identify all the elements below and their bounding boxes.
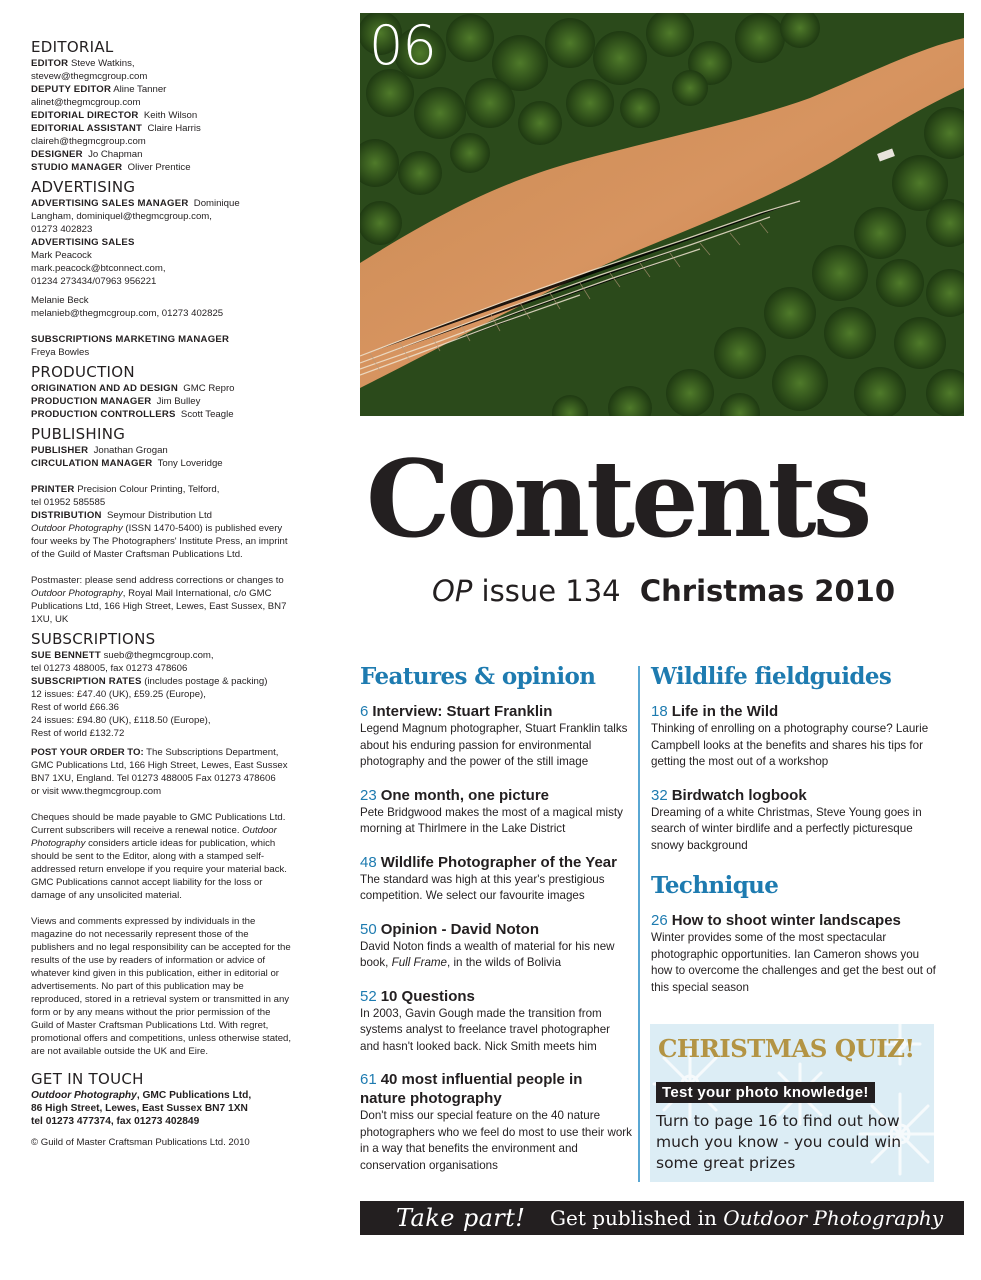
contents-item[interactable] bbox=[360, 920, 632, 972]
item-title: Life in the Wild bbox=[671, 703, 779, 720]
production-controllers-line: PRODUCTION CONTROLLERS Scott Teagle bbox=[31, 409, 234, 420]
editor-email: stevew@thegmcgroup.com bbox=[31, 71, 148, 82]
page-title: Contents bbox=[366, 436, 869, 561]
item-page: 48 bbox=[360, 853, 377, 871]
features-column bbox=[360, 660, 632, 1189]
ad-sales-manager-line: ADVERTISING SALES MANAGER Dominique bbox=[31, 198, 240, 209]
deputy-editor-email: alinet@thegmcgroup.com bbox=[31, 97, 141, 108]
rate-24-row: Rest of world £132.72 bbox=[31, 728, 125, 739]
editor-line: EDITOR Steve Watkins, bbox=[31, 58, 135, 69]
origination-line: ORIGINATION AND AD DESIGN GMC Repro bbox=[31, 383, 235, 394]
wildlife-column bbox=[651, 660, 937, 1011]
get-in-touch-details: Outdoor Photography, GMC Publications Ltd, 86 High Street, Lewes, East Sussex BN7 1XN tel 01273 477374, fax 01273 402849 bbox=[31, 1090, 252, 1127]
rate-12-issues: 12 issues: £47.40 (UK), £59.25 (Europe), bbox=[31, 689, 206, 700]
issue-date: Christmas 2010 bbox=[639, 574, 895, 608]
item-description: David Noton finds a wealth of material for his new book, Full Frame, in the wilds of Bolivia bbox=[360, 939, 615, 969]
item-title: Interview: Stuart Franklin bbox=[372, 703, 553, 720]
item-title: How to shoot winter landscapes bbox=[671, 912, 901, 929]
production-manager-line: PRODUCTION MANAGER Jim Bulley bbox=[31, 396, 201, 407]
order-website: or visit www.thegmcgroup.com bbox=[31, 786, 162, 797]
item-page: 18 bbox=[651, 703, 668, 720]
studio-manager-line: STUDIO MANAGER Oliver Prentice bbox=[31, 162, 191, 173]
contents-item[interactable] bbox=[360, 786, 632, 838]
editorial-assistant-email: claireh@thegmcgroup.com bbox=[31, 136, 146, 147]
rate-24-issues: 24 issues: £94.80 (UK), £118.50 (Europe), bbox=[31, 715, 211, 726]
distribution-line: DISTRIBUTION Seymour Distribution Ltd bbox=[31, 510, 213, 521]
river-aerial-image bbox=[360, 13, 964, 416]
technique-heading: Technique bbox=[651, 872, 779, 899]
item-description: Don't miss our special feature on the 40 nature photographers who we feel do most to use their work in a way that benefits the environment and conservation organisations bbox=[360, 1109, 632, 1172]
get-in-touch-heading: GET IN TOUCH bbox=[31, 1070, 144, 1088]
christmas-quiz-box[interactable] bbox=[650, 1024, 934, 1182]
editorial-assistant-line: EDITORIAL ASSISTANT Claire Harris bbox=[31, 123, 201, 134]
hero-photo bbox=[360, 13, 964, 416]
features-heading: Features & opinion bbox=[360, 663, 596, 690]
item-page: 32 bbox=[651, 786, 668, 804]
editorial-heading: EDITORIAL bbox=[31, 38, 114, 56]
credits-column bbox=[31, 38, 293, 1149]
publishing-heading: PUBLISHING bbox=[31, 425, 126, 443]
item-description: Dreaming of a white Christmas, Steve Young goes in search of winter birdlife and a perfectly picturesque snowy background bbox=[651, 805, 922, 852]
circulation-manager-line: CIRCULATION MANAGER Tony Loveridge bbox=[31, 458, 223, 469]
ad-sales-manager-line2: Langham, dominiquel@thegmcgroup.com, bbox=[31, 211, 212, 222]
contents-item[interactable] bbox=[360, 987, 632, 1056]
ad-sales-manager-phone: 01273 402823 bbox=[31, 224, 93, 235]
item-page: 23 bbox=[360, 786, 377, 804]
item-title: One month, one picture bbox=[380, 786, 550, 804]
printer-phone: tel 01952 585585 bbox=[31, 497, 106, 508]
copyright-notice: © Guild of Master Craftsman Publications Ltd. 2010 bbox=[31, 1137, 250, 1148]
contents-item[interactable] bbox=[360, 853, 632, 905]
advertising-heading: ADVERTISING bbox=[31, 178, 136, 196]
item-title: 40 most influential people in nature photography bbox=[360, 1071, 583, 1107]
contents-item[interactable] bbox=[651, 911, 937, 996]
item-title: Wildlife Photographer of the Year bbox=[380, 853, 617, 871]
contents-item[interactable] bbox=[651, 702, 937, 771]
wildlife-heading: Wildlife fieldguides bbox=[651, 663, 892, 690]
column-divider bbox=[638, 666, 640, 1182]
ad-sales-email: mark.peacock@btconnect.com, bbox=[31, 263, 166, 274]
melanie-beck-contact: melanieb@thegmcgroup.com, 01273 402825 bbox=[31, 308, 224, 319]
publisher-line: PUBLISHER Jonathan Grogan bbox=[31, 445, 168, 456]
contents-item[interactable] bbox=[360, 702, 632, 771]
item-page: 50 bbox=[360, 920, 377, 938]
page-number: 06 bbox=[369, 14, 436, 77]
item-title: Opinion - David Noton bbox=[380, 920, 540, 938]
item-title: 10 Questions bbox=[380, 987, 475, 1005]
subscription-rates-line: SUBSCRIPTION RATES (includes postage & packing) bbox=[31, 676, 268, 687]
item-page: 26 bbox=[651, 912, 668, 929]
subs-marketing-role: SUBSCRIPTIONS MARKETING MANAGER bbox=[31, 334, 230, 345]
issue-number: issue 134 bbox=[481, 574, 621, 608]
order-address: POST YOUR ORDER TO: The Subscriptions Department, GMC Publications Ltd, 166 High Street, Lewes, East Sussex BN7 1XU, England. Tel 01273 488005 Fax 01273 478606 bbox=[31, 747, 288, 784]
cheques-notice: Cheques should be made payable to GMC Publications Ltd. Current subscribers will receive a renewal notice. Outdoor Photography considers article ideas for publication, which should be sent to the Editor, along with a stamped self-addressed return envelope if you require your material back. GMC Publications cannot accept liability for the loss or damage of any unsolicited material. bbox=[31, 812, 287, 901]
ad-sales-role: ADVERTISING SALES bbox=[31, 237, 135, 248]
publication-info: Outdoor Photography (ISSN 1470-5400) is published every four weeks by The Photographers' Institute Press, an imprint of the Guild of Master Craftsman Publications Ltd. bbox=[31, 523, 288, 560]
postmaster-notice: Postmaster: please send address corrections or changes to Outdoor Photography, Royal Mail International, c/o GMC Publications Ltd, 166 High Street, Lewes, East Sussex, BN7 1XU, UK bbox=[31, 575, 287, 625]
banner-text: Get published in Outdoor Photography bbox=[550, 1206, 944, 1230]
item-description: Legend Magnum photographer, Stuart Franklin talks about his enduring passion for environmental photography and the power of the still image bbox=[360, 722, 628, 768]
contents-item[interactable] bbox=[651, 786, 937, 855]
subscriptions-heading: SUBSCRIPTIONS bbox=[31, 630, 156, 648]
ad-sales-phone: 01234 273434/07963 956221 bbox=[31, 276, 157, 287]
item-page: 52 bbox=[360, 987, 377, 1005]
subscriptions-contact-line: SUE BENNETT sueb@thegmcgroup.com, bbox=[31, 650, 214, 661]
item-description: Pete Bridgwood makes the most of a magical misty morning at Thirlmere in the Lake District bbox=[360, 805, 623, 835]
item-description: In 2003, Gavin Gough made the transition from systems analyst to freelance travel photographer and hasn't looked back. Nick Smith meets him bbox=[360, 1006, 611, 1053]
printer-line: PRINTER Precision Colour Printing, Telford, bbox=[31, 484, 220, 495]
contents-item[interactable] bbox=[360, 1070, 632, 1174]
quiz-title: CHRISTMAS QUIZ! bbox=[658, 1034, 915, 1063]
subs-marketing-name: Freya Bowles bbox=[31, 347, 90, 358]
item-description: The standard was high at this year's prestigious competition. We select our favourite images bbox=[360, 872, 605, 902]
designer-line: DESIGNER Jo Chapman bbox=[31, 149, 143, 160]
item-title: Birdwatch logbook bbox=[671, 786, 807, 804]
item-page: 6 bbox=[360, 703, 369, 720]
take-part-banner[interactable] bbox=[360, 1201, 964, 1235]
subscriptions-contact-phone: tel 01273 488005, fax 01273 478606 bbox=[31, 663, 188, 674]
production-heading: PRODUCTION bbox=[31, 363, 135, 381]
quiz-subtitle: Test your photo knowledge! bbox=[656, 1082, 875, 1103]
issue-line bbox=[432, 571, 895, 611]
publication-abbr: OP bbox=[432, 574, 473, 608]
rate-12-row: Rest of world £66.36 bbox=[31, 702, 119, 713]
quiz-body: Turn to page 16 to find out how much you know - you could win some great prizes bbox=[656, 1112, 902, 1172]
disclaimer-notice: Views and comments expressed by individuals in the magazine do not necessarily represent those of the publishers and no legal responsibility can be accepted for the results of the use by readers of information or advice of whatever kind given in this publication, either in editorial or advertisements. No part of this publication may be reproduced, stored in a retrieval system or transmitted in any form or by any means without the prior permission of the Guild of Master Craftsman Publications Ltd. With regret, promotional offers and competitions, unless otherwise stated, are not available outside the UK and Eire. bbox=[31, 916, 292, 1057]
deputy-editor-line: DEPUTY EDITOR Aline Tanner bbox=[31, 84, 167, 95]
item-description: Thinking of enrolling on a photography course? Laurie Campbell looks at the benefits and shares his tips for getting the most out of a workshop bbox=[651, 722, 929, 768]
item-description: Winter provides some of the most spectacular photographic opportunities. Ian Cameron shows you how to overcome the challenges and get the best out of this special season bbox=[651, 931, 936, 994]
item-page: 61 bbox=[360, 1071, 377, 1088]
ad-sales-name: Mark Peacock bbox=[31, 250, 92, 261]
editorial-director-line: EDITORIAL DIRECTOR Keith Wilson bbox=[31, 110, 198, 121]
melanie-beck-name: Melanie Beck bbox=[31, 295, 89, 306]
take-part-label: Take part! bbox=[396, 1204, 526, 1232]
